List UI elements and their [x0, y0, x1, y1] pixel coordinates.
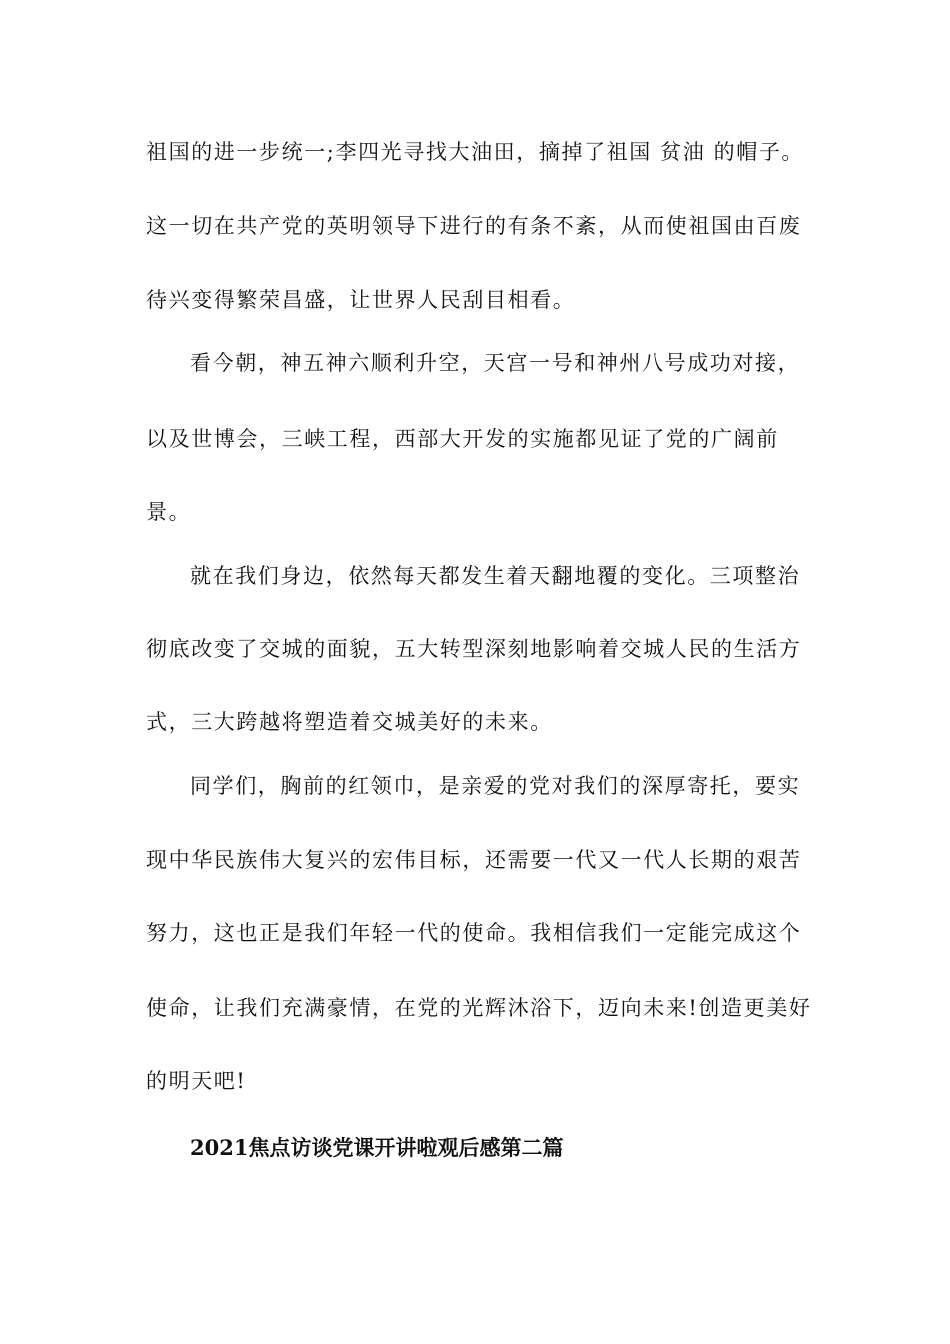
section-heading: 2021焦点访谈党课开讲啦观后感第二篇	[190, 1135, 564, 1160]
text-line: 待兴变得繁荣昌盛，让世界人民刮目相看。	[146, 288, 576, 312]
text-line: 现中华民族伟大复兴的宏伟目标，还需要一代又一代人长期的艰苦	[146, 848, 802, 872]
text-line: 这一切在共产党的英明领导下进行的有条不紊，从而使祖国由百废	[146, 214, 802, 238]
text-line: 的明天吧!	[146, 1069, 247, 1093]
text-line: 使命，让我们充满豪情，在党的光辉沐浴下，迈向未来!创造更美好	[146, 996, 812, 1020]
text-line: 式，三大跨越将塑造着交城美好的未来。	[146, 710, 553, 734]
text-line: 以及世博会，三峡工程，西部大开发的实施都见证了党的广阔前	[146, 427, 779, 451]
text-line: 就在我们身边，依然每天都发生着天翻地覆的变化。三项整治	[190, 564, 801, 588]
text-line: 同学们，胸前的红领巾，是亲爱的党对我们的深厚寄托，要实	[190, 774, 801, 798]
text-line: 努力，这也正是我们年轻一代的使命。我相信我们一定能完成这个	[146, 921, 802, 945]
text-line: 看今朝，神五神六顺利升空，天宫一号和神州八号成功对接，	[190, 351, 801, 375]
text-line: 彻底改变了交城的面貌，五大转型深刻地影响着交城人民的生活方	[146, 637, 802, 661]
text-line: 祖国的进一步统一;李四光寻找大油田，摘掉了祖国 贫油 的帽子。	[146, 140, 805, 164]
text-line: 景。	[146, 500, 192, 524]
